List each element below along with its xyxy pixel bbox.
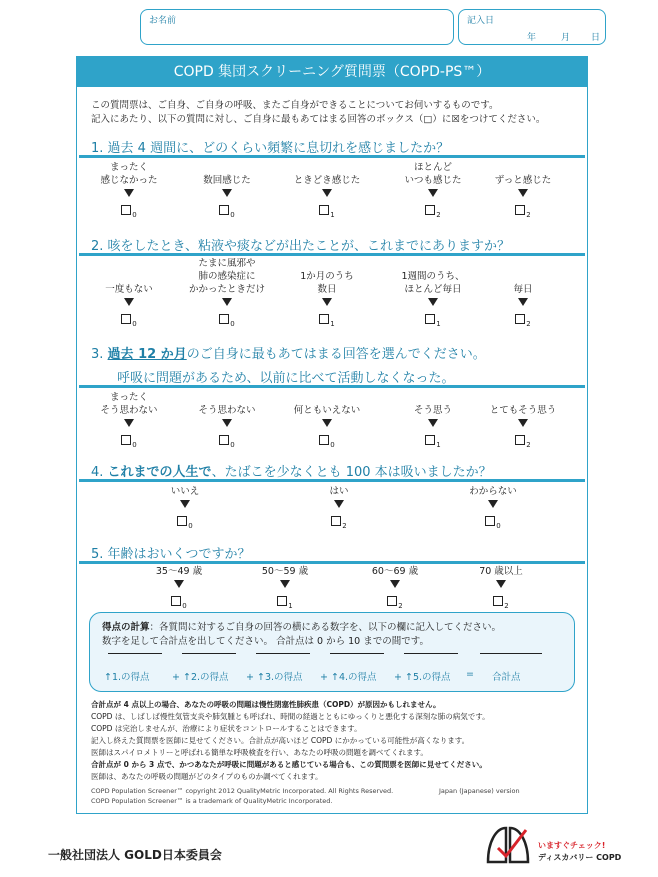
answer-checkbox[interactable] bbox=[493, 596, 508, 610]
organization-name: 一般社団法人 GOLD日本委員会 bbox=[48, 848, 222, 862]
score-1-label: ↑1.の得点 bbox=[104, 672, 150, 683]
down-arrow-icon bbox=[334, 500, 344, 508]
option-score: 2 bbox=[342, 522, 347, 530]
answer-checkbox[interactable] bbox=[515, 314, 530, 328]
option-label bbox=[137, 485, 233, 498]
answer-checkbox[interactable] bbox=[177, 516, 192, 530]
q2-option-4[interactable] bbox=[385, 270, 481, 328]
score-instructions-1 bbox=[102, 619, 501, 633]
option-label-line: いいえ bbox=[170, 486, 200, 497]
note-7: 医師は、あなたの呼吸の問題がどのタイプのものか調べてくれます。 bbox=[91, 772, 323, 781]
note-4: 記入し終えた質問票を医師に見せてください。合計点が高いほど COPD にかかっている可能性が高くなります。 bbox=[91, 736, 470, 745]
down-arrow-icon bbox=[518, 189, 528, 197]
question-4-number: 4. bbox=[91, 465, 108, 480]
score-1-field[interactable] bbox=[108, 653, 162, 654]
question-2-options bbox=[77, 257, 587, 337]
q1-option-4[interactable] bbox=[385, 161, 481, 219]
option-score: 1 bbox=[436, 441, 441, 449]
answer-checkbox[interactable] bbox=[515, 435, 530, 449]
down-arrow-icon bbox=[496, 580, 506, 588]
answer-checkbox[interactable] bbox=[121, 205, 136, 219]
down-arrow-icon bbox=[390, 580, 400, 588]
answer-checkbox[interactable] bbox=[219, 205, 234, 219]
score-instructions-rest: ：各質問に対するご自身の回答の横にある数字を、以下の欄に記入してください。 bbox=[149, 622, 502, 633]
month-label: 月 bbox=[561, 33, 571, 43]
down-arrow-icon bbox=[428, 419, 438, 427]
down-arrow-icon bbox=[428, 298, 438, 306]
option-score: 2 bbox=[398, 602, 403, 610]
question-4-rest: 、たばこを少なくとも 100 本は吸いましたか？ bbox=[211, 465, 492, 480]
total-score-field[interactable] bbox=[480, 653, 542, 654]
checkbox-square-icon[interactable] bbox=[219, 435, 229, 445]
option-score: 1 bbox=[288, 602, 293, 610]
question-4-options bbox=[77, 485, 587, 535]
down-arrow-icon bbox=[222, 189, 232, 197]
option-label-line: たまに風邪や bbox=[198, 258, 256, 269]
copyright-line-1: COPD Population Screener™ copyright 2012 QualityMetric Incorporated. All Rights Reserved. bbox=[91, 787, 394, 795]
q5-option-2[interactable] bbox=[237, 565, 333, 610]
option-label bbox=[475, 174, 571, 187]
score-5-field[interactable] bbox=[404, 653, 458, 654]
down-arrow-icon bbox=[124, 419, 134, 427]
down-arrow-icon bbox=[124, 189, 134, 197]
q4-option-1[interactable] bbox=[137, 485, 233, 530]
checkbox-square-icon[interactable] bbox=[121, 435, 131, 445]
answer-checkbox[interactable] bbox=[277, 596, 292, 610]
option-label-line: ほとんど bbox=[413, 162, 452, 173]
checkbox-square-icon[interactable] bbox=[387, 596, 397, 606]
total-score-label: 合計点 bbox=[492, 672, 521, 683]
checkbox-square-icon[interactable] bbox=[121, 314, 131, 324]
question-5-options bbox=[77, 565, 587, 609]
score-instructions-2: 数字を足して合計点を出してください。 合計点は 0 から 10 までの間です。 bbox=[102, 636, 429, 647]
option-label-line: わからない bbox=[469, 486, 517, 497]
checkbox-square-icon[interactable] bbox=[219, 314, 229, 324]
equals-sign: = bbox=[466, 669, 474, 680]
down-arrow-icon bbox=[488, 500, 498, 508]
option-label bbox=[237, 565, 333, 578]
answer-checkbox[interactable] bbox=[425, 314, 440, 328]
option-label bbox=[291, 485, 387, 498]
option-label-line: そう思う bbox=[413, 405, 452, 416]
question-3-options bbox=[77, 391, 587, 451]
intro-line-1: この質問票は、ご自身、ご自身の呼吸、またご自身ができることについてお伺いするものです。 bbox=[91, 100, 499, 111]
option-label-line: ときどき感じた bbox=[293, 175, 361, 186]
option-label bbox=[385, 161, 481, 187]
option-label bbox=[279, 270, 375, 296]
question-1-title: 1. 過去 4 週間に、どのくらい頻繁に息切れを感じましたか？ bbox=[91, 141, 450, 156]
option-label-line: 一度もない bbox=[105, 284, 153, 295]
option-label-line: 何ともいえない bbox=[293, 405, 361, 416]
option-label-line: ほとんど毎日 bbox=[404, 284, 462, 295]
down-arrow-icon bbox=[518, 298, 528, 306]
checkbox-square-icon[interactable] bbox=[331, 516, 341, 526]
checkbox-square-icon[interactable] bbox=[515, 314, 525, 324]
answer-checkbox[interactable] bbox=[331, 516, 346, 530]
note-3: COPD は完治しませんが、治療により症状をコントロールすることはできます。 bbox=[91, 724, 362, 733]
question-3-number: 3. bbox=[91, 347, 108, 362]
question-1-rule bbox=[79, 155, 585, 158]
checkbox-square-icon[interactable] bbox=[493, 596, 503, 606]
down-arrow-icon bbox=[280, 580, 290, 588]
option-label-line: 数回感じた bbox=[203, 175, 251, 186]
score-5-label: + ↑5.の得点 bbox=[394, 672, 451, 683]
option-label-line: 肺の感染症に bbox=[198, 271, 256, 282]
answer-checkbox[interactable] bbox=[319, 314, 334, 328]
q4-option-2[interactable] bbox=[291, 485, 387, 530]
question-1-options bbox=[77, 161, 587, 221]
answer-checkbox[interactable] bbox=[515, 205, 530, 219]
down-arrow-icon bbox=[174, 580, 184, 588]
option-label bbox=[131, 565, 227, 578]
checkbox-square-icon[interactable] bbox=[277, 596, 287, 606]
option-label-line: まったく bbox=[109, 392, 148, 403]
down-arrow-icon bbox=[518, 419, 528, 427]
question-4-rule bbox=[79, 479, 585, 482]
option-score: 0 bbox=[496, 522, 501, 530]
question-3-title bbox=[91, 343, 486, 362]
score-3-field[interactable] bbox=[256, 653, 310, 654]
option-label-line: 毎日 bbox=[513, 284, 533, 295]
q3-option-4[interactable] bbox=[385, 404, 481, 449]
note-6-text: 合計点が 0 から 3 点で、かつあなたが呼吸に問題があると感じている場合も、この質問票を医師に見せてください。 bbox=[91, 760, 487, 769]
checkbox-square-icon[interactable] bbox=[485, 516, 495, 526]
checkbox-square-icon[interactable] bbox=[515, 205, 525, 215]
checkbox-square-icon[interactable] bbox=[425, 435, 435, 445]
option-label-line: 50〜59 歳 bbox=[261, 566, 309, 577]
option-score: 2 bbox=[526, 441, 531, 449]
checkbox-square-icon[interactable] bbox=[319, 205, 329, 215]
question-5-title: 5. 年齢はおいくつですか？ bbox=[91, 547, 251, 562]
option-score: 0 bbox=[188, 522, 193, 530]
q3-option-1[interactable] bbox=[81, 391, 177, 449]
option-label-line: 70 歳以上 bbox=[479, 566, 523, 577]
option-label-line: 35〜49 歳 bbox=[155, 566, 203, 577]
option-score: 0 bbox=[330, 441, 335, 449]
question-3-rest: のご自身に最もあてはまる回答を選んでください。 bbox=[186, 347, 486, 362]
option-label-line: いつも感じた bbox=[404, 175, 462, 186]
option-score: 2 bbox=[504, 602, 509, 610]
q5-option-1[interactable] bbox=[131, 565, 227, 610]
option-score: 1 bbox=[330, 211, 335, 219]
q2-option-3[interactable] bbox=[279, 270, 375, 328]
discovery-copd-logo bbox=[484, 822, 622, 872]
checkbox-square-icon[interactable] bbox=[319, 435, 329, 445]
copyright-line-2: COPD Population Screener™ is a trademark of QualityMetric Incorporated. bbox=[91, 797, 333, 805]
option-label-line: 数日 bbox=[317, 284, 337, 295]
score-calculation-box bbox=[89, 612, 575, 692]
down-arrow-icon bbox=[180, 500, 190, 508]
answer-checkbox[interactable] bbox=[319, 435, 334, 449]
option-score: 1 bbox=[330, 320, 335, 328]
question-4-title bbox=[91, 461, 492, 480]
option-score: 0 bbox=[132, 441, 137, 449]
option-score: 0 bbox=[132, 320, 137, 328]
checkbox-square-icon[interactable] bbox=[319, 314, 329, 324]
score-3-label: + ↑3.の得点 bbox=[246, 672, 303, 683]
logo-line-1: いますぐチェック! bbox=[538, 841, 606, 850]
option-label bbox=[81, 161, 177, 187]
option-label bbox=[81, 391, 177, 417]
option-score: 2 bbox=[526, 320, 531, 328]
option-label-line: 60〜69 歳 bbox=[371, 566, 419, 577]
score-2-field[interactable] bbox=[182, 653, 236, 654]
note-5: 医師はスパイロメトリーと呼ばれる簡単な呼吸検査を行い、あなたの呼吸の問題を調べてくれます。 bbox=[91, 748, 428, 757]
option-label bbox=[81, 283, 177, 296]
option-label bbox=[179, 404, 275, 417]
option-label-line: かかったときだけ bbox=[188, 284, 265, 295]
answer-checkbox[interactable] bbox=[319, 205, 334, 219]
question-2-rule bbox=[79, 253, 585, 256]
question-3-subtitle: 呼吸に問題があるため、以前に比べて活動しなくなった。 bbox=[117, 371, 455, 386]
q2-option-5[interactable] bbox=[475, 283, 571, 328]
answer-checkbox[interactable] bbox=[121, 314, 136, 328]
answer-checkbox[interactable] bbox=[219, 435, 234, 449]
option-score: 0 bbox=[230, 211, 235, 219]
option-score: 2 bbox=[526, 211, 531, 219]
option-score: 0 bbox=[230, 441, 235, 449]
down-arrow-icon bbox=[222, 298, 232, 306]
checkbox-square-icon[interactable] bbox=[515, 435, 525, 445]
q3-option-3[interactable] bbox=[279, 404, 375, 449]
questionnaire-card bbox=[76, 56, 588, 814]
q1-option-3[interactable] bbox=[279, 174, 375, 219]
down-arrow-icon bbox=[222, 419, 232, 427]
answer-checkbox[interactable] bbox=[425, 205, 440, 219]
answer-checkbox[interactable] bbox=[485, 516, 500, 530]
option-label bbox=[179, 174, 275, 187]
option-label-line: 1か月のうち bbox=[300, 271, 354, 282]
down-arrow-icon bbox=[322, 189, 332, 197]
q3-option-5[interactable] bbox=[475, 404, 571, 449]
option-label bbox=[347, 565, 443, 578]
answer-checkbox[interactable] bbox=[121, 435, 136, 449]
answer-checkbox[interactable] bbox=[219, 314, 234, 328]
year-label: 年 bbox=[527, 33, 537, 43]
q1-option-2[interactable] bbox=[179, 174, 275, 219]
option-label-line: とてもそう思う bbox=[489, 405, 557, 416]
option-label-line: そう思わない bbox=[198, 405, 256, 416]
down-arrow-icon bbox=[322, 298, 332, 306]
question-3-emphasis: 過去 12 か月 bbox=[107, 347, 187, 362]
option-label bbox=[385, 270, 481, 296]
option-label bbox=[453, 565, 549, 578]
checkbox-square-icon[interactable] bbox=[171, 596, 181, 606]
q3-option-2[interactable] bbox=[179, 404, 275, 449]
date-field[interactable] bbox=[458, 9, 606, 45]
option-label bbox=[445, 485, 541, 498]
logo-line-2: ディスカバリー COPD bbox=[538, 853, 622, 862]
answer-checkbox[interactable] bbox=[387, 596, 402, 610]
note-1-text: 合計点が 4 点以上の場合、あなたの呼吸の問題は慢性閉塞性肺疾患（COPD）が原因かもしれません。 bbox=[91, 700, 441, 709]
option-label-line: 感じなかった bbox=[100, 175, 158, 186]
q2-option-1[interactable] bbox=[81, 283, 177, 328]
option-score: 0 bbox=[132, 211, 137, 219]
q5-option-3[interactable] bbox=[347, 565, 443, 610]
answer-checkbox[interactable] bbox=[171, 596, 186, 610]
answer-checkbox[interactable] bbox=[425, 435, 440, 449]
note-6 bbox=[91, 759, 487, 770]
option-label bbox=[279, 404, 375, 417]
option-label bbox=[475, 404, 571, 417]
day-label: 日 bbox=[591, 33, 601, 43]
lungs-icon bbox=[484, 822, 532, 870]
option-score: 2 bbox=[436, 211, 441, 219]
q1-option-5[interactable] bbox=[475, 174, 571, 219]
checkbox-square-icon[interactable] bbox=[121, 205, 131, 215]
score-2-label: + ↑2.の得点 bbox=[172, 672, 229, 683]
date-label: 記入日 bbox=[467, 16, 495, 26]
intro-line-2: 記入にあたり、以下の質問に対し、ご自身に最もあてはまる回答のボックス（□）に☒をつけてください。 bbox=[91, 114, 546, 125]
q2-option-2[interactable] bbox=[179, 257, 275, 328]
option-label bbox=[179, 257, 275, 296]
q5-option-4[interactable] bbox=[453, 565, 549, 610]
option-label bbox=[475, 283, 571, 296]
option-label-line: まったく bbox=[109, 162, 148, 173]
name-label: お名前 bbox=[149, 16, 177, 26]
down-arrow-icon bbox=[322, 419, 332, 427]
option-score: 0 bbox=[182, 602, 187, 610]
checkbox-square-icon[interactable] bbox=[425, 314, 435, 324]
option-label bbox=[279, 174, 375, 187]
question-4-emphasis: これまでの人生で bbox=[107, 465, 212, 480]
option-score: 0 bbox=[230, 320, 235, 328]
note-2: COPD は、しばしば慢性気管支炎や肺気腫とも呼ばれ、時間の経過とともにゆっくりと悪化する深刻な肺の病気です。 bbox=[91, 712, 490, 721]
option-label bbox=[385, 404, 481, 417]
score-heading: 得点の計算 bbox=[102, 622, 150, 633]
option-label-line: そう思わない bbox=[100, 405, 158, 416]
checkbox-square-icon[interactable] bbox=[219, 205, 229, 215]
score-4-label: + ↑4.の得点 bbox=[320, 672, 377, 683]
option-label-line: はい bbox=[329, 486, 349, 497]
option-label-line: 1週間のうち、 bbox=[401, 271, 465, 282]
name-field[interactable] bbox=[140, 9, 454, 45]
checkbox-square-icon[interactable] bbox=[425, 205, 435, 215]
question-3-rule bbox=[79, 385, 585, 388]
question-5-rule bbox=[79, 561, 585, 564]
checkbox-square-icon[interactable] bbox=[177, 516, 187, 526]
note-1 bbox=[91, 699, 441, 710]
option-score: 1 bbox=[436, 320, 441, 328]
down-arrow-icon bbox=[428, 189, 438, 197]
down-arrow-icon bbox=[124, 298, 134, 306]
q4-option-3[interactable] bbox=[445, 485, 541, 530]
page-title: COPD 集団スクリーニング質問票（COPD-PS™） bbox=[77, 57, 587, 87]
option-label-line: ずっと感じた bbox=[494, 175, 552, 186]
q1-option-1[interactable] bbox=[81, 161, 177, 219]
question-2-title: 2. 咳をしたとき、粘液や痰などが出たことが、これまでにありますか？ bbox=[91, 239, 511, 254]
score-4-field[interactable] bbox=[330, 653, 384, 654]
version-label: Japan (Japanese) version bbox=[439, 787, 520, 795]
